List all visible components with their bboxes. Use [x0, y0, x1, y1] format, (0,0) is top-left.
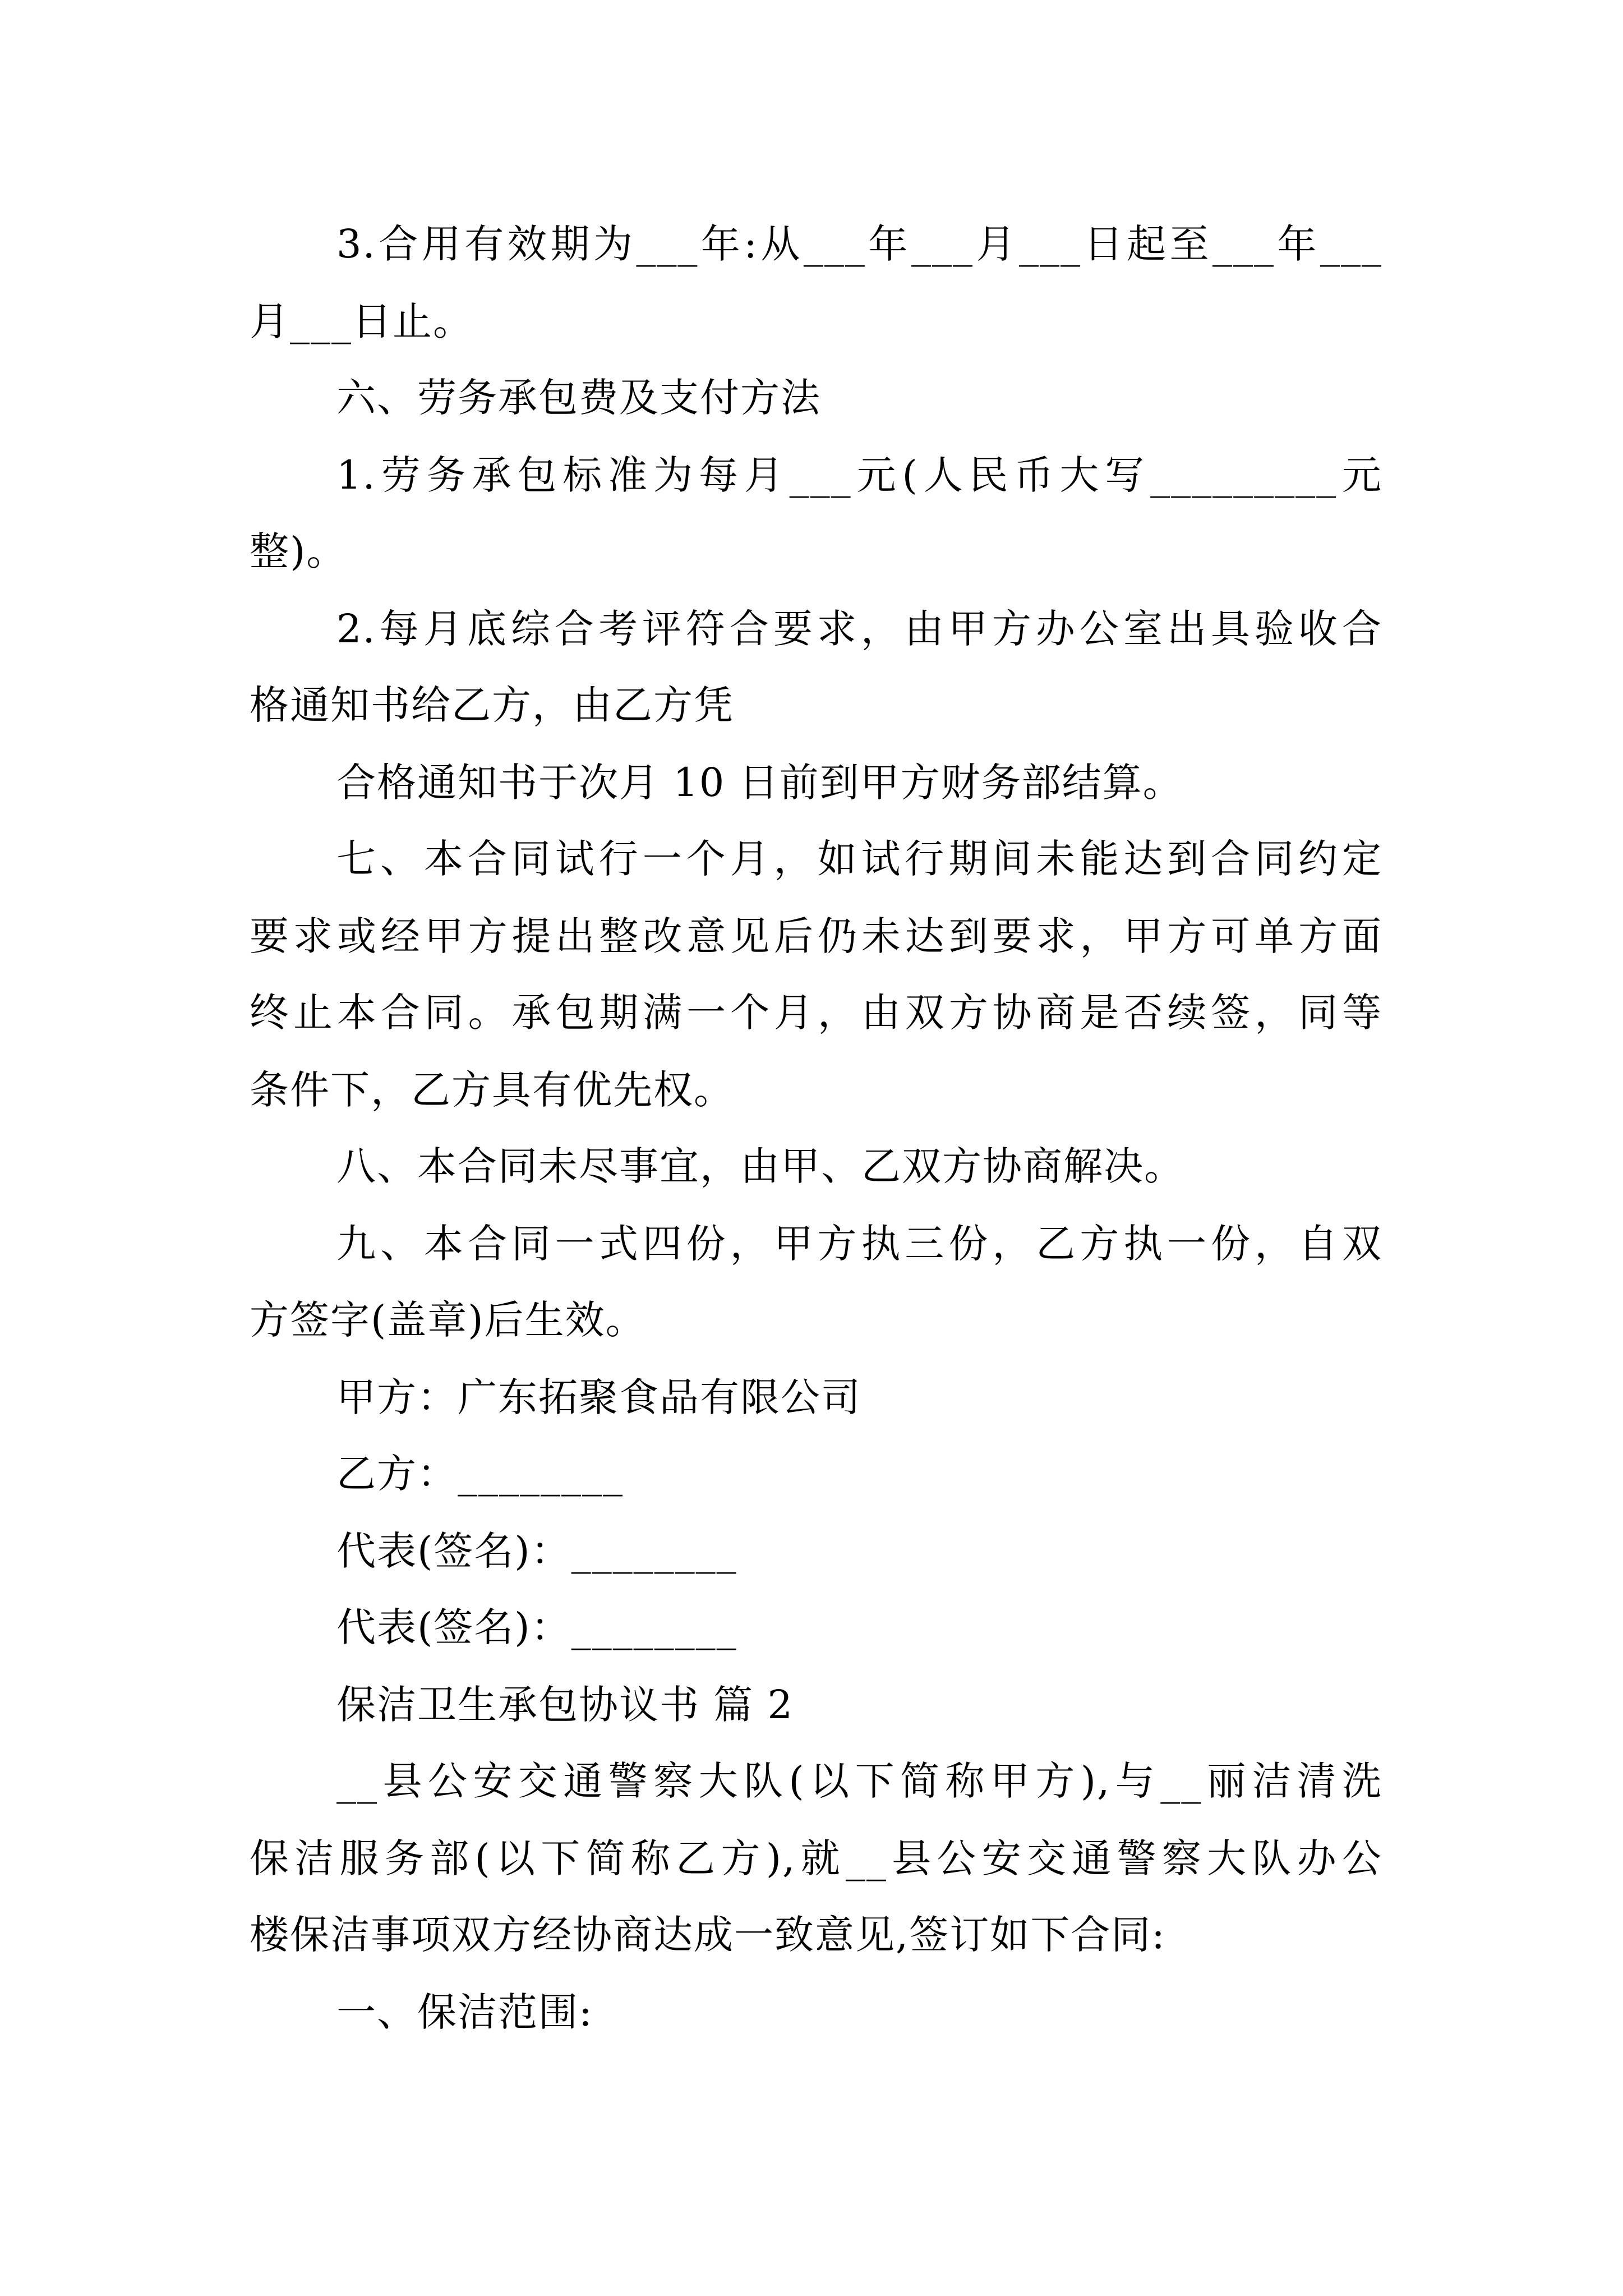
paragraph-line: 要求或经甲方提出整改意见后仍未达到要求，甲方可单方面 — [250, 913, 1382, 959]
paragraph-line: __县公安交通警察大队(以下简称甲方),与__丽洁清洗 — [336, 1758, 1382, 1804]
paragraph-line: 月___日止。 — [250, 298, 473, 344]
paragraph-line: 3.合用有效期为___年:从___年___月___日起至___年___ — [336, 221, 1382, 267]
paragraph-line: 七、本合同试行一个月，如试行期间未能达到合同约定 — [336, 836, 1382, 882]
paragraph-line: 整)。 — [250, 528, 347, 574]
representative-signature-line: 代表(签名)：________ — [336, 1604, 737, 1650]
paragraph-line: 楼保洁事项双方经协商达成一致意见,签订如下合同: — [250, 1912, 1166, 1958]
paragraph-line: 条件下，乙方具有优先权。 — [250, 1067, 734, 1113]
paragraph-line: 格通知书给乙方，由乙方凭 — [250, 682, 734, 728]
agreement-title: 保洁卫生承包协议书 篇 2 — [336, 1682, 794, 1728]
section-heading: 六、劳务承包费及支付方法 — [336, 375, 821, 421]
paragraph-line: 保洁服务部(以下简称乙方),就__县公安交通警察大队办公 — [250, 1835, 1382, 1881]
paragraph-line: 2.每月底综合考评符合要求，由甲方办公室出具验收合 — [336, 606, 1382, 652]
party-b-line: 乙方：________ — [336, 1451, 624, 1497]
paragraph-line: 方签字(盖章)后生效。 — [250, 1297, 646, 1343]
paragraph-line: 八、本合同未尽事宜，由甲、乙双方协商解决。 — [336, 1143, 1184, 1189]
party-a-line: 甲方：广东拓聚食品有限公司 — [336, 1374, 861, 1420]
paragraph-line: 终止本合同。承包期满一个月，由双方协商是否续签，同等 — [250, 990, 1382, 1036]
paragraph-line: 九、本合同一式四份，甲方执三份，乙方执一份，自双 — [336, 1221, 1382, 1267]
section-heading: 一、保洁范围: — [336, 1989, 593, 2035]
paragraph-line: 1.劳务承包标准为每月___元(人民币大写_________元 — [336, 452, 1382, 498]
paragraph-line: 合格通知书于次月 10 日前到甲方财务部结算。 — [336, 760, 1183, 806]
representative-signature-line: 代表(签名)：________ — [336, 1528, 737, 1574]
